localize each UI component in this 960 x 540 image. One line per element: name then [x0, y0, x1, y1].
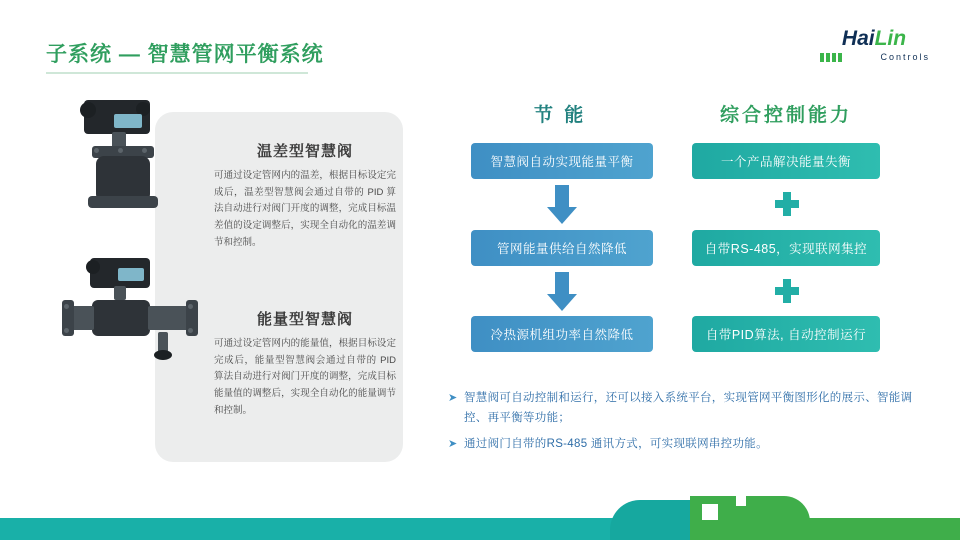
- card-temperature-valve-title: 温差型智慧阀: [256, 143, 353, 160]
- card-temperature-valve-desc: 可通过设定管网内的温差，根据目标设定完成后，温差型智慧阀会通过自带的 PID 算法自动进行对阀门开度的调整，完成目标温差值的设定调整后，实现全自动化的温差调节和控制。: [214, 170, 396, 248]
- arrow-down-icon-2: [547, 272, 577, 316]
- logo-wordmark: [842, 28, 906, 49]
- band-green: [700, 518, 960, 540]
- chevron-right-icon: ➤: [448, 392, 458, 404]
- logo-name-suffix: Lin: [874, 27, 907, 50]
- decoration-square-2: [736, 496, 746, 506]
- bullet-item-1: [448, 388, 926, 428]
- card-energy-valve-title: 能量型智慧阀: [256, 311, 353, 328]
- logo-name-prefix: Hai: [841, 27, 875, 50]
- column-heading-control: 综合控制能力: [720, 105, 853, 126]
- card-temperature-valve: [210, 140, 400, 251]
- bottom-decoration: [0, 484, 960, 540]
- bullet-item-2-text: 通过阀门自带的RS-485 通讯方式，可实现联网串控功能。: [464, 438, 768, 451]
- valve-energy-image: [62, 258, 212, 373]
- bullet-item-2: [448, 434, 926, 454]
- card-energy-valve-desc: 可通过设定管网内的能量值，根据目标设定完成后，能量型智慧阀会通过自带的 PID 算法自动进行对阀门开度的调整，完成目标能量值的调整后，实现全自动化的能量调节和控制。: [214, 338, 396, 416]
- valve-temperature-image: [62, 100, 202, 210]
- decoration-square-1: [702, 504, 718, 520]
- control-item-1: 一个产品解决能量失衡: [692, 143, 880, 179]
- brand-logo: [814, 28, 934, 62]
- bullet-list: [448, 388, 926, 460]
- page-title-text: 子系统 — 智慧管网平衡系统: [46, 43, 324, 66]
- plus-icon-2: [775, 279, 799, 303]
- page-title: [46, 38, 324, 68]
- energy-step-3: 冷热源机组功率自然降低: [471, 316, 653, 352]
- arrow-down-icon-1: [547, 185, 577, 229]
- energy-step-2: 管网能量供给自然降低: [471, 230, 653, 266]
- energy-step-1: 智慧阀自动实现能量平衡: [471, 143, 653, 179]
- chevron-right-icon: ➤: [448, 438, 458, 451]
- card-energy-valve: [210, 308, 400, 419]
- logo-bars-icon: [814, 52, 934, 62]
- band-teal: [0, 518, 620, 540]
- control-item-3: 自带PID算法, 自动控制运行: [692, 316, 880, 352]
- column-heading-energy: 节 能: [534, 105, 587, 126]
- title-underline: [46, 72, 308, 74]
- plus-icon-1: [775, 192, 799, 216]
- control-item-2: 自带RS-485，实现联网集控: [692, 230, 880, 266]
- bullet-item-1-text: 智慧阀可自动控制和运行，还可以接入系统平台，实现管网平衡图形化的展示、智能调控、再平衡等功能；: [464, 392, 913, 425]
- logo-subtitle: Controls: [880, 52, 930, 62]
